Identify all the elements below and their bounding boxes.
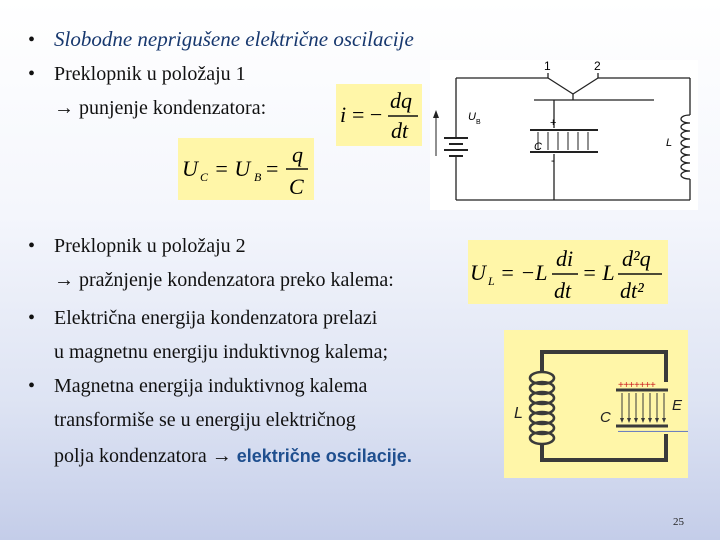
bullet-4-line-2: transformiše se u energiju električnog xyxy=(54,409,356,431)
bullet-2-line-2: → pražnjenje kondenzatora preko kalema: xyxy=(54,269,394,291)
lc-circuit-diagram xyxy=(504,330,688,478)
lc-coil-label: L xyxy=(514,405,523,422)
circuit-1-svg xyxy=(430,60,698,210)
battery-label: U xyxy=(468,111,476,123)
lc-cap-label: C xyxy=(600,409,611,426)
switch-position-1: 1 xyxy=(544,60,551,73)
formula-inductor-num2: d²q xyxy=(622,246,651,271)
formula-voltage-num: q xyxy=(292,142,303,167)
formula-inductor-den2: dt² xyxy=(620,278,644,303)
formula-voltage-eq1: = U xyxy=(214,156,251,181)
formula-inductor-den1: dt xyxy=(554,278,572,303)
plus-charges: +++++++ xyxy=(618,380,656,391)
slide-title: Slobodne neprigušene električne oscilacije xyxy=(54,27,414,51)
circuit-diagram-charging xyxy=(430,60,698,210)
formula-current-eq: = − xyxy=(352,102,383,127)
highlight-text: električne oscilacije. xyxy=(236,446,412,466)
bullet-4-line-3-text: polja kondenzatora → xyxy=(54,445,237,467)
minus-charges: ——————— xyxy=(618,426,688,437)
field-label: E xyxy=(672,397,683,414)
formula-inductor-sub-l: L xyxy=(488,274,495,288)
formula-inductor-eq1: = −L xyxy=(500,260,548,285)
switch-position-2: 2 xyxy=(594,60,601,73)
bullet-3-line-1: Električna energija kondenzatora prelazi xyxy=(54,307,378,329)
formula-inductor-eq2: = L xyxy=(582,260,615,285)
formula-inductor xyxy=(468,240,668,304)
bullet-1-line-2: → punjenje kondenzatora: xyxy=(54,97,267,119)
cap-label: C xyxy=(534,141,542,153)
formula-current-i: i xyxy=(340,102,347,127)
formula-current-num: dq xyxy=(390,88,412,113)
formula-voltage-u: U xyxy=(182,156,198,181)
formula-voltage xyxy=(178,138,314,200)
bullet-2-line-1: Preklopnik u položaju 2 xyxy=(54,235,246,257)
formula-voltage-eq2: = xyxy=(266,156,279,181)
bullet-1-line-1: Preklopnik u položaju 1 xyxy=(54,63,246,85)
page-number: 25 xyxy=(673,516,684,528)
cap-plus: + xyxy=(550,117,557,129)
bullet-3-line-2: u magnetnu energiju induktivnog kalema; xyxy=(54,341,389,363)
formula-inductor-num1: di xyxy=(556,246,574,271)
circuit-2-svg xyxy=(504,330,688,478)
formula-inductor-u: U xyxy=(470,260,486,285)
bullet-4-line-1: Magnetna energija induktivnog kalema xyxy=(54,375,368,397)
formula-voltage-den: C xyxy=(289,174,304,199)
coil-label: L xyxy=(666,137,673,149)
bullet-dot: • xyxy=(28,29,36,51)
formula-current xyxy=(336,84,422,146)
formula-voltage-sub-b: B xyxy=(254,170,262,184)
battery-sub: B xyxy=(476,119,481,126)
cap-minus: - xyxy=(551,155,555,167)
formula-current-den: dt xyxy=(391,118,409,143)
formula-voltage-sub-c: C xyxy=(200,170,209,184)
bullet-4-line-3 xyxy=(54,444,412,468)
